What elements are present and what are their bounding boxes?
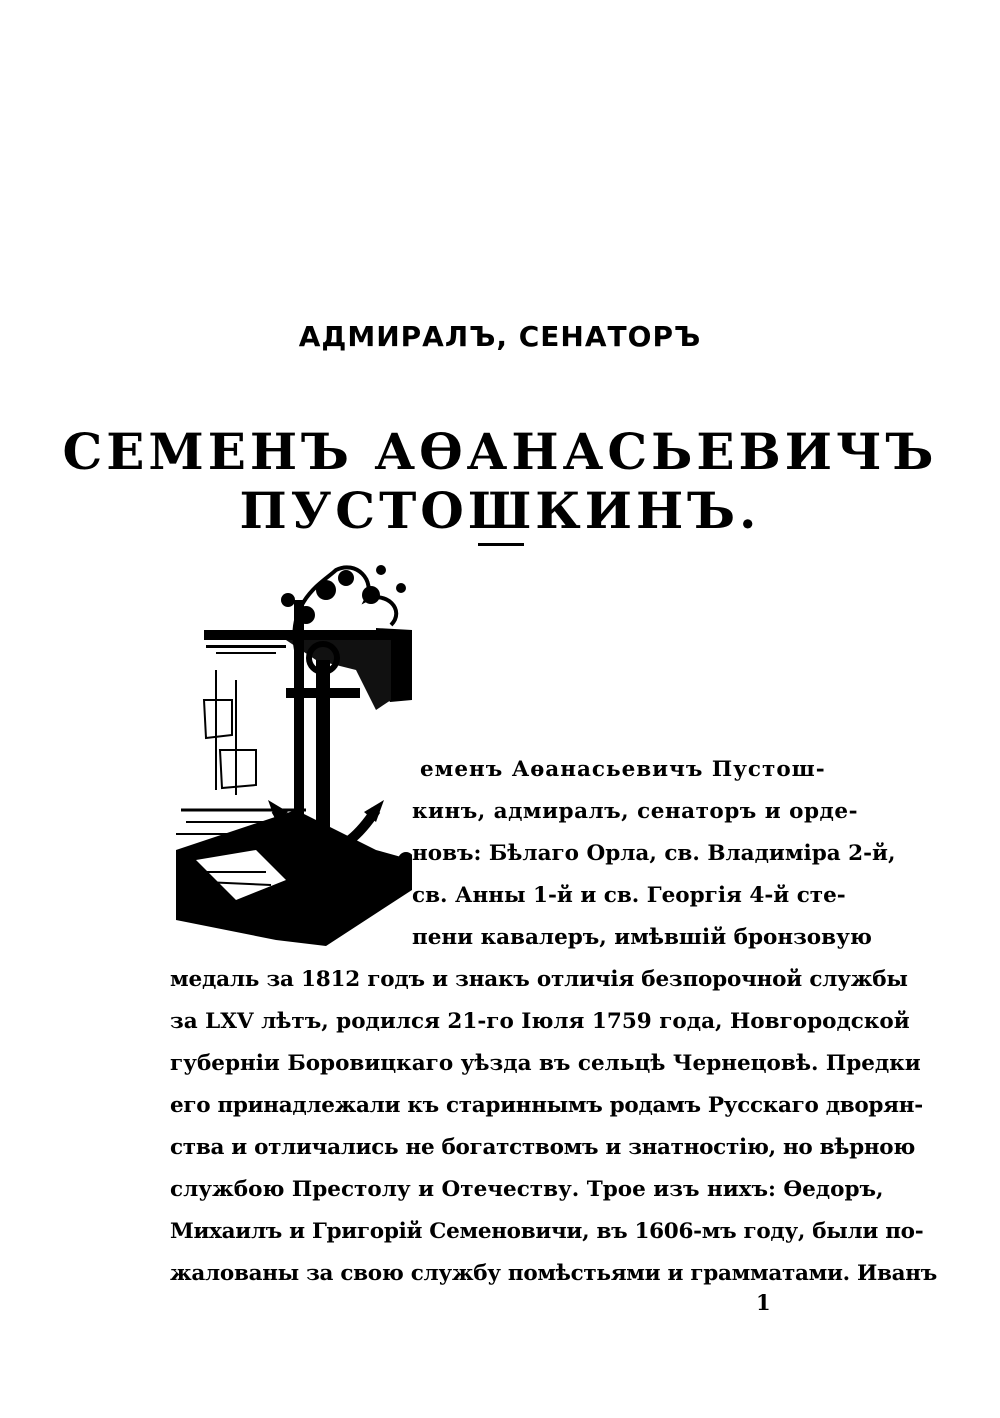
text-line: ства и отличались не богатствомъ и знатностію, но вѣрною (170, 1135, 916, 1160)
heading-rank: АДМИРАЛЪ, СЕНАТОРЪ (298, 320, 702, 353)
text-line: его принадлежали къ стариннымъ родамъ Русскаго дворян- (170, 1093, 923, 1118)
text-line: службою Престолу и Отечеству. Трое изъ нихъ: Ѳедоръ, (170, 1177, 884, 1202)
heading-name: СЕМЕНЪ АѲАНАСЬЕВИЧЪ ПУСТОШКИНЪ. (62, 422, 938, 540)
text-line: еменъ Аѳанасьевичъ Пустош- (420, 757, 826, 782)
text-line: св. Анны 1-й и св. Георгія 4-й сте- (412, 883, 846, 908)
text-line: кинъ, адмиралъ, сенаторъ и орде- (412, 799, 858, 824)
text-line: Михаилъ и Григорій Семеновичи, въ 1606-мъ году, были по- (170, 1219, 924, 1244)
text-line: медаль за 1812 годъ и знакъ отличія безпорочной службы (170, 967, 908, 992)
text-line: жалованы за свою службу помѣстьями и грамматами. Иванъ (170, 1261, 937, 1286)
decorated-initial-letter (176, 560, 412, 946)
heading-divider (478, 543, 524, 546)
text-line: новъ: Бѣлаго Орла, св. Владиміра 2-й, (412, 841, 896, 866)
page-number: 1 (756, 1290, 771, 1315)
text-line: пени кавалеръ, имѣвшій бронзовую (412, 925, 872, 950)
anchor-vignette-illustration (176, 560, 412, 946)
text-line: губерніи Боровицкаго уѣзда въ сельцѣ Чернецовѣ. Предки (170, 1051, 921, 1076)
text-line: за LXV лѣтъ, родился 21-го Іюля 1759 года, Новгородской (170, 1009, 910, 1034)
